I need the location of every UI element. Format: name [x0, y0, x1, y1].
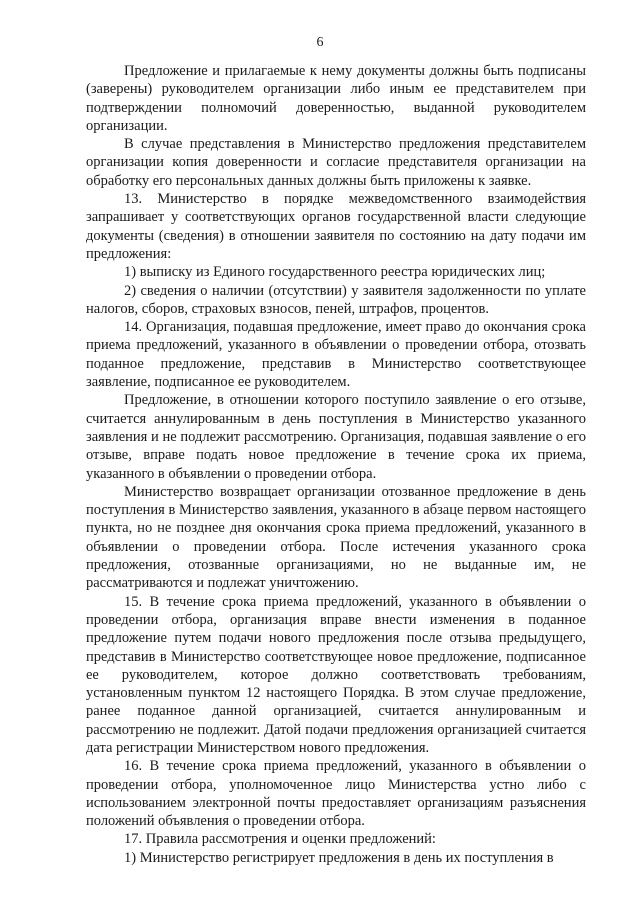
list-item-registry-extract: 1) выписку из Единого государственного реестра юридических лиц; — [124, 264, 546, 281]
paragraph-return-withdrawn: Министерство возвращает организации отозванное предложение в день поступления в Министерство заявления, указанного в абзаце первом настоящего пункта, но не позднее дня окончания срока приема предложений, указанного в объявлении о проведении отбора. После истечения указанного срока предложения, отозванные организациями, но не выданные им, не рассматриваются и подлежат уничтожению. — [86, 483, 586, 592]
paragraph-clause-15: 15. В течение срока приема предложений, указанного в объявлении о проведении отбора, организация вправе внести изменения в поданное предложение путем подачи нового предложения после отзыва предыдущего, представив в Министерство соответствующее новое предложение, подписанное ее руководителем, которое должно соответствовать требованиям, установленным пунктом 12 настоящего Порядка. В этом случае предложение, ранее поданное данной организацией, считается аннулированным и рассмотрению не подлежит. Датой подачи предложения организацией считается дата регистрации Министерством нового предложения. — [86, 593, 586, 756]
paragraph-clause-17-item-1: 1) Министерство регистрирует предложения в день их поступления в — [124, 849, 554, 866]
paragraph-withdrawal-annulment: Предложение, в отношении которого поступило заявление о его отзыве, считается аннулированным в день поступления в Министерство указанного заявления и не подлежит рассмотрению. Организация, подавшая заявление о его отзыве, вправе подать новое предложение в течение срока их приема, указанного в объявлении о проведении отбора. — [86, 392, 586, 482]
paragraph-representative-documents: В случае представления в Министерство предложения представителем организации копия доверенности и согласие представителя организации на обработку его персональных данных должны быть приложены к заявке. — [86, 136, 586, 189]
paragraph-signature-requirement: Предложение и прилагаемые к нему документы должны быть подписаны (заверены) руководителем организации либо иным ее представителем при подтверждении полномочий доверенностью, выданной руководителем организации. — [86, 63, 586, 134]
list-item-tax-debt-info: 2) сведения о наличии (отсутствии) у заявителя задолженности по уплате налогов, сборов, страховых взносов, пеней, штрафов, процентов. — [86, 282, 586, 317]
paragraph-clause-17: 17. Правила рассмотрения и оценки предложений: — [124, 831, 436, 848]
paragraph-clause-13: 13. Министерство в порядке межведомственного взаимодействия запрашивает у соответствующих органов государственной власти следующие документы (сведения) в отношении заявителя по состоянию на дату подачи им предложения: — [86, 191, 586, 262]
page-number: 6 — [316, 35, 324, 50]
paragraph-clause-16: 16. В течение срока приема предложений, указанного в объявлении о проведении отбора, уполномоченное лицо Министерства устно либо с использованием электронной почты предоставляет организациям разъяснения положений объявления о проведении отбора. — [86, 758, 586, 830]
document-body — [86, 62, 586, 867]
paragraph-clause-14: 14. Организация, подавшая предложение, имеет право до окончания срока приема предложений, указанного в объявлении о проведении отбора, отозвать поданное предложение, представив в Министерство соответствующее заявление, подписанное ее руководителем. — [86, 319, 586, 391]
